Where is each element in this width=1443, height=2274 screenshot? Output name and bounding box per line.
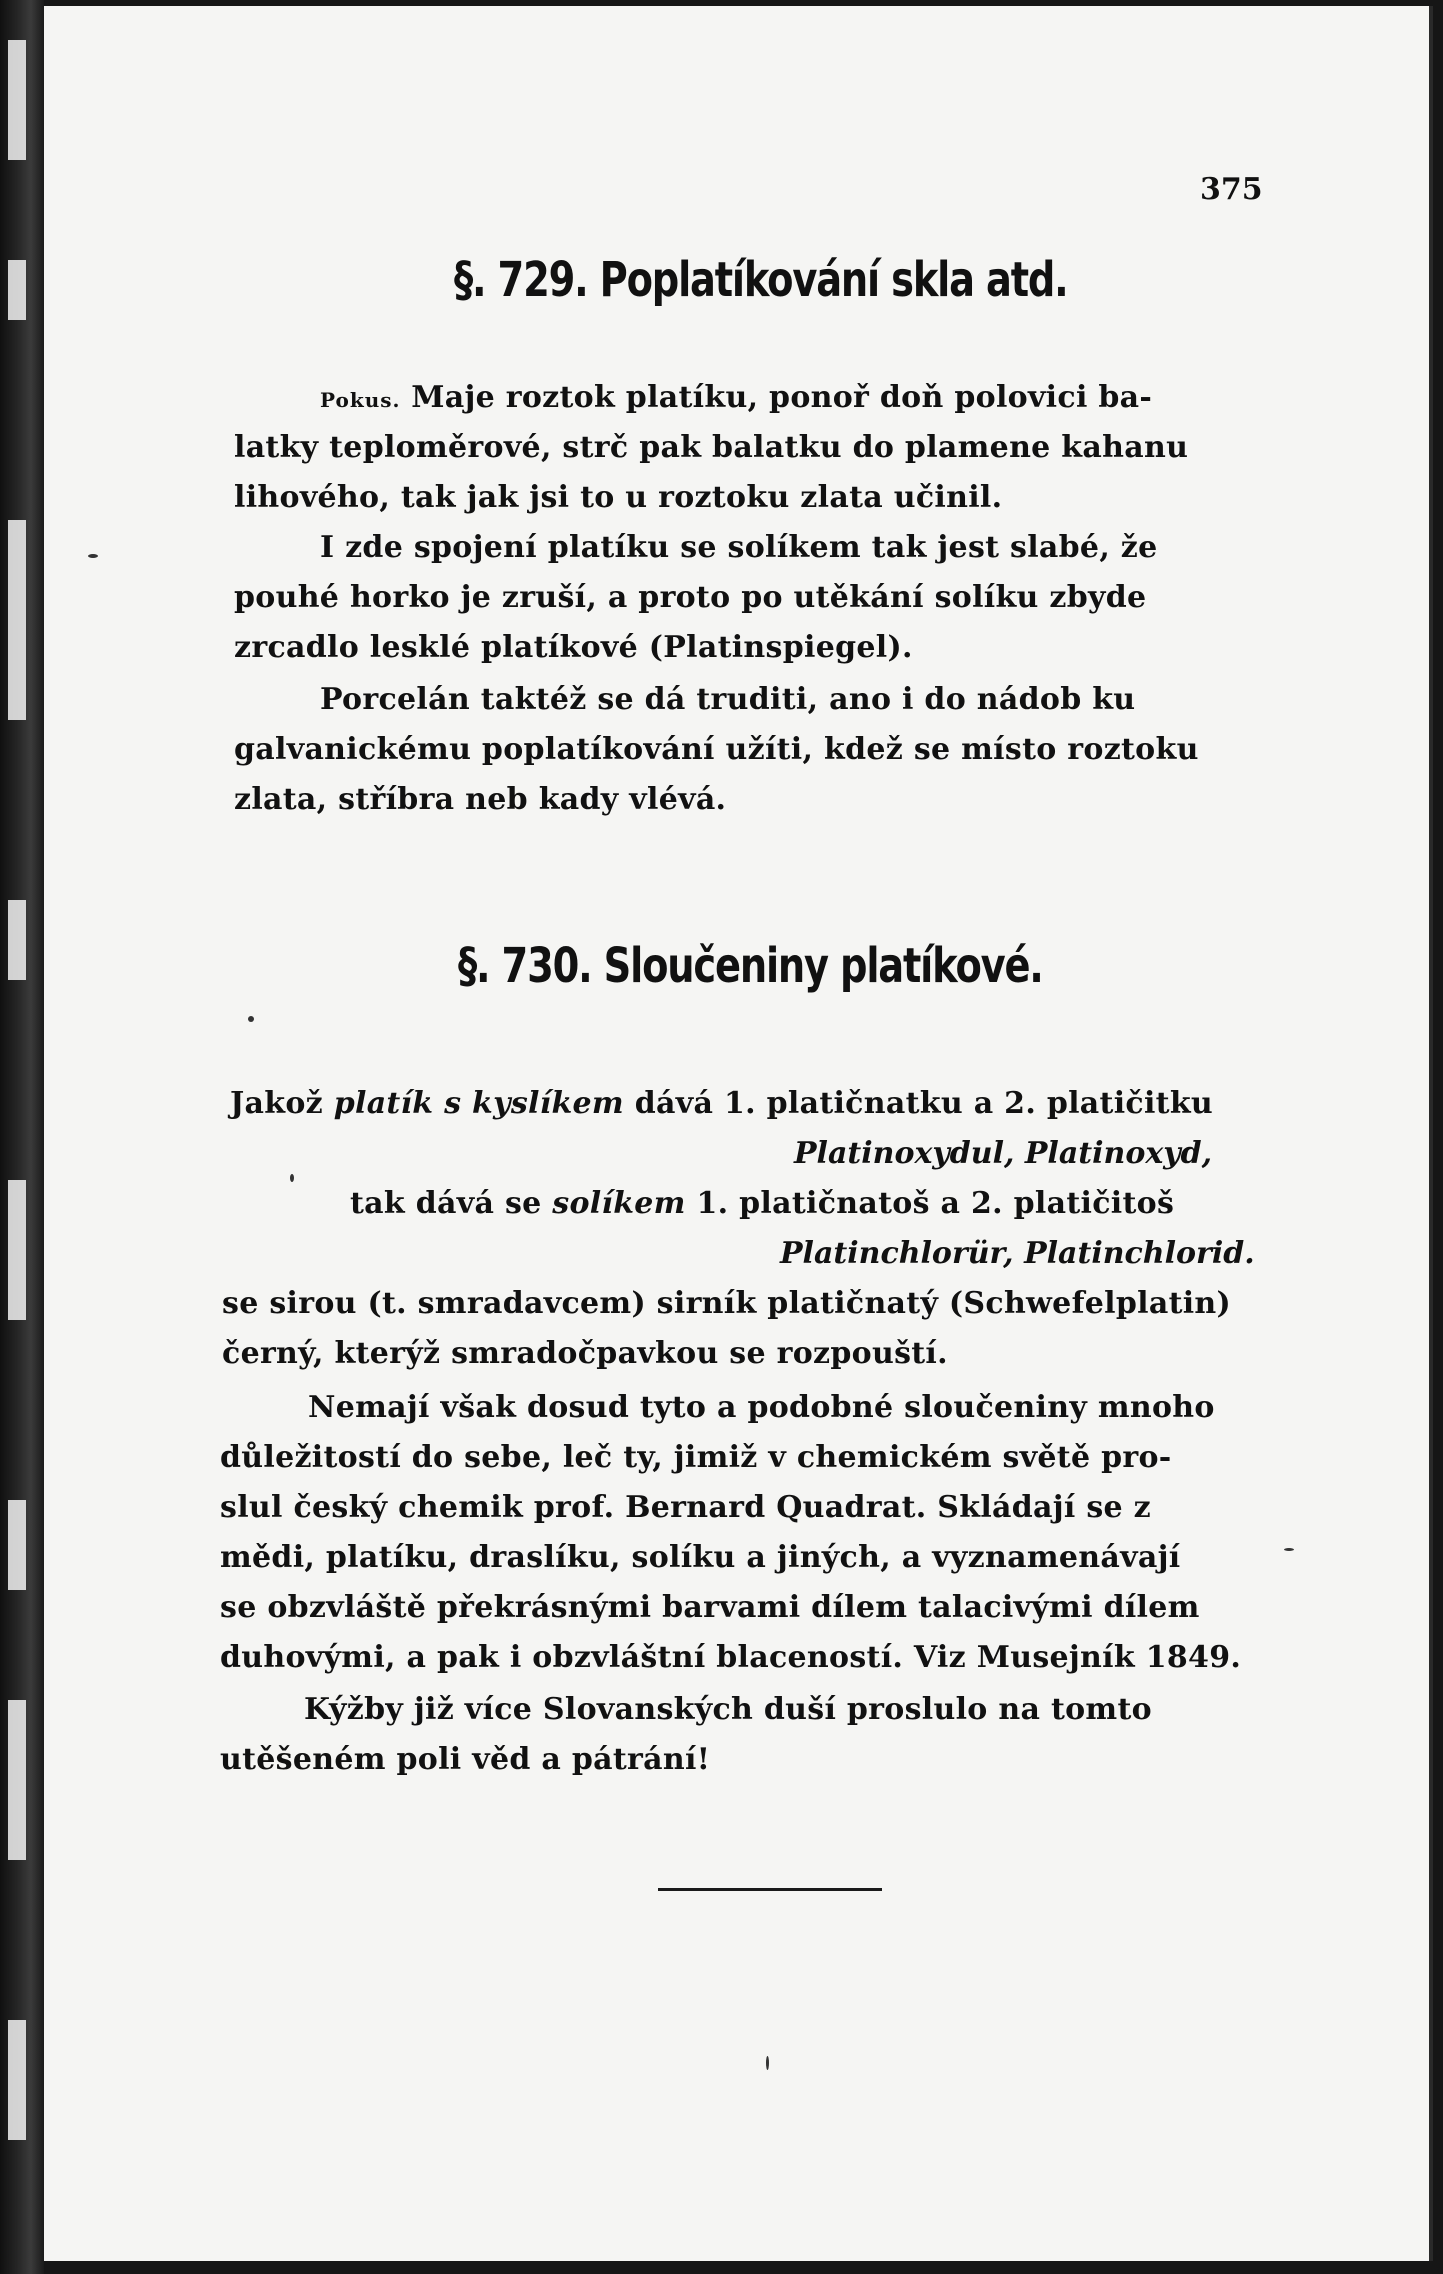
body-line	[230, 1086, 1213, 1121]
scan-speck	[248, 1016, 254, 1022]
book-page	[44, 6, 1433, 2261]
body-line	[350, 1186, 1174, 1221]
book-binding-edge	[0, 0, 44, 2274]
body-line: důležitostí do sebe, leč ty, jimiž v chemickém světě pro-	[220, 1440, 1172, 1475]
italic-term: solíkem	[552, 1186, 686, 1221]
scan-speck	[88, 554, 98, 558]
german-term-line: Platinchlorür, Platinchlorid.	[780, 1236, 1255, 1271]
body-line: lihového, tak jak jsi to u roztoku zlata učinil.	[234, 480, 1003, 515]
page-number: 375	[1200, 172, 1263, 207]
german-term-line: Platinoxydul, Platinoxyd,	[794, 1136, 1213, 1171]
body-line: Nemají však dosud tyto a podobné sloučeniny mnoho	[308, 1390, 1215, 1425]
section-730-heading: §. 730. Sloučeniny platíkové.	[458, 938, 1043, 994]
body-line: duhovými, a pak i obzvláštní blaceností. Viz Musejník 1849.	[220, 1640, 1242, 1675]
body-line: slul český chemik prof. Bernard Quadrat. Skládají se z	[220, 1490, 1152, 1525]
body-line: pouhé horko je zruší, a proto po utěkání solíku zbyde	[234, 580, 1147, 615]
body-line: se sirou (t. smradavcem) sirník platičnatý (Schwefelplatin)	[222, 1286, 1232, 1321]
italic-term: platík s kyslíkem	[333, 1086, 624, 1121]
body-line: mědi, platíku, draslíku, solíku a jiných, a vyznamenávají	[220, 1540, 1181, 1575]
body-line	[320, 380, 1152, 415]
lead-word: Pokus.	[320, 388, 401, 412]
body-line: zlata, stříbra neb kady vlévá.	[234, 782, 727, 817]
body-line: latky teploměrové, strč pak balatku do plamene kahanu	[234, 430, 1189, 465]
closing-rule	[658, 1888, 882, 1891]
body-line: I zde spojení platíku se solíkem tak jest slabé, že	[320, 530, 1158, 565]
body-line: zrcadlo lesklé platíkové (Platinspiegel).	[234, 630, 913, 665]
scan-speck	[766, 2056, 769, 2070]
line-text: Jakož	[230, 1086, 323, 1121]
body-line: utěšeném poli věd a pátrání!	[220, 1742, 711, 1777]
scan-speck	[1284, 1548, 1294, 1551]
line-text: 1. platičnatoš a 2. platičitoš	[696, 1186, 1175, 1221]
body-line: Porcelán taktéž se dá truditi, ano i do nádob ku	[320, 682, 1136, 717]
line-text: dává 1. platičnatku a 2. platičitku	[634, 1086, 1214, 1121]
body-line: se obzvláště překrásnými barvami dílem talacivými dílem	[220, 1590, 1200, 1625]
line-text: tak dává se	[350, 1186, 542, 1221]
body-line: galvanickému poplatíkování užíti, kdež se místo roztoku	[234, 732, 1199, 767]
line-text: Maje roztok platíku, ponoř doň polovici ba-	[411, 380, 1153, 415]
body-line: Kýžby již více Slovanských duší proslulo na tomto	[304, 1692, 1152, 1727]
section-729-heading: §. 729. Poplatíkování skla atd.	[454, 252, 1068, 308]
scan-speck	[290, 1174, 294, 1182]
body-line: černý, kterýž smradočpavkou se rozpouští.	[222, 1336, 948, 1371]
